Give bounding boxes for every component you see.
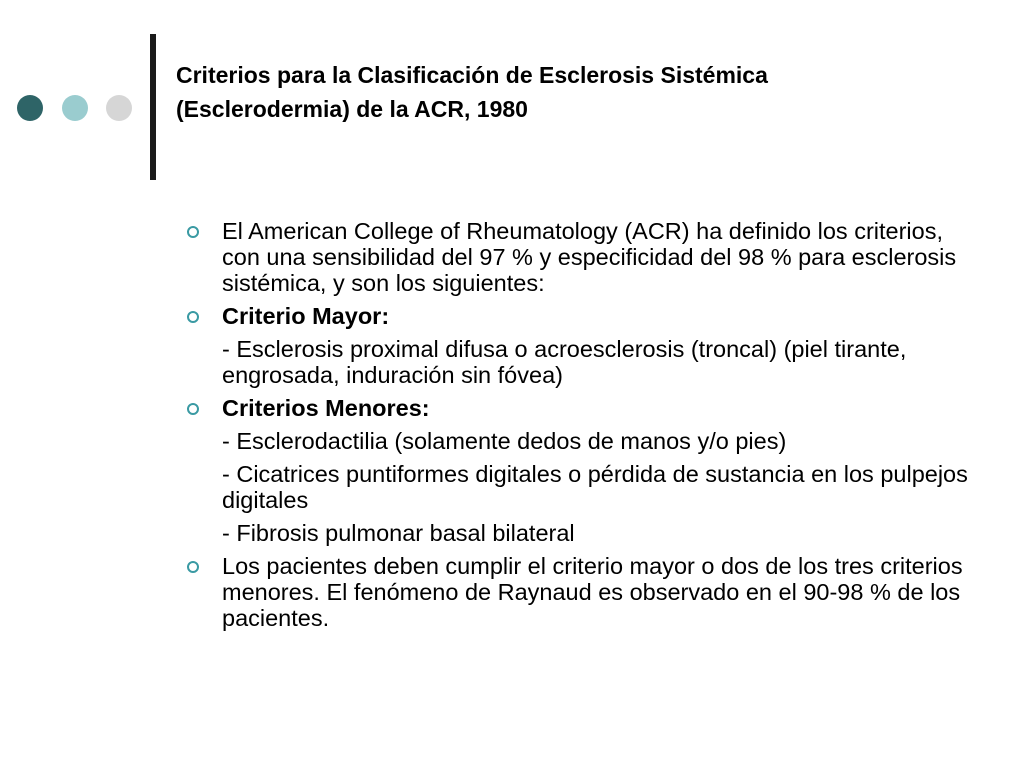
decorative-dots — [17, 95, 137, 121]
list-item-intro — [184, 218, 974, 296]
bullet-ring-icon — [187, 311, 199, 323]
list-item-major-criterion — [184, 336, 974, 388]
bullet-list — [184, 218, 974, 638]
list-item-text: - Esclerodactilia (solamente dedos de manos y/o pies) — [222, 428, 787, 454]
list-item-minor-criterion-3 — [184, 520, 974, 546]
list-item-conclusion — [184, 553, 974, 631]
list-item-minor-heading — [184, 395, 974, 421]
list-item-minor-criterion-1 — [184, 428, 974, 454]
list-item-text: - Cicatrices puntiformes digitales o pérdida de sustancia en los pulpejos digitales — [222, 461, 968, 513]
slide-title-line-1: Criterios para la Clasificación de Esclerosis Sistémica — [176, 62, 768, 88]
bullet-ring-icon — [187, 226, 199, 238]
list-item-text: Criterios Menores: — [222, 395, 430, 421]
list-item-text: El American College of Rheumatology (ACR) ha definido los criterios, con una sensibilidad del 97 % y especificidad del 98 % para esclerosis sistémica, y son los siguientes: — [222, 218, 957, 296]
dot-dark-icon — [17, 95, 43, 121]
list-item-text: Los pacientes deben cumplir el criterio mayor o dos de los tres criterios menores. El fenómeno de Raynaud es observado en el 90-98 % de los pacientes. — [222, 553, 963, 631]
title-divider-bar — [150, 34, 156, 180]
bullet-ring-icon — [187, 403, 199, 415]
list-item-major-heading — [184, 303, 974, 329]
dot-mid-icon — [62, 95, 88, 121]
slide-title-line-2: (Esclerodermia) de la ACR, 1980 — [176, 96, 528, 122]
list-item-text: Criterio Mayor: — [222, 303, 390, 329]
list-item-text: - Esclerosis proximal difusa o acroesclerosis (troncal) (piel tirante, engrosada, induración sin fóvea) — [222, 336, 907, 388]
list-item-text: - Fibrosis pulmonar basal bilateral — [222, 520, 575, 546]
dot-light-icon — [106, 95, 132, 121]
bullet-ring-icon — [187, 561, 199, 573]
slide-title — [176, 58, 976, 126]
list-item-minor-criterion-2 — [184, 461, 974, 513]
